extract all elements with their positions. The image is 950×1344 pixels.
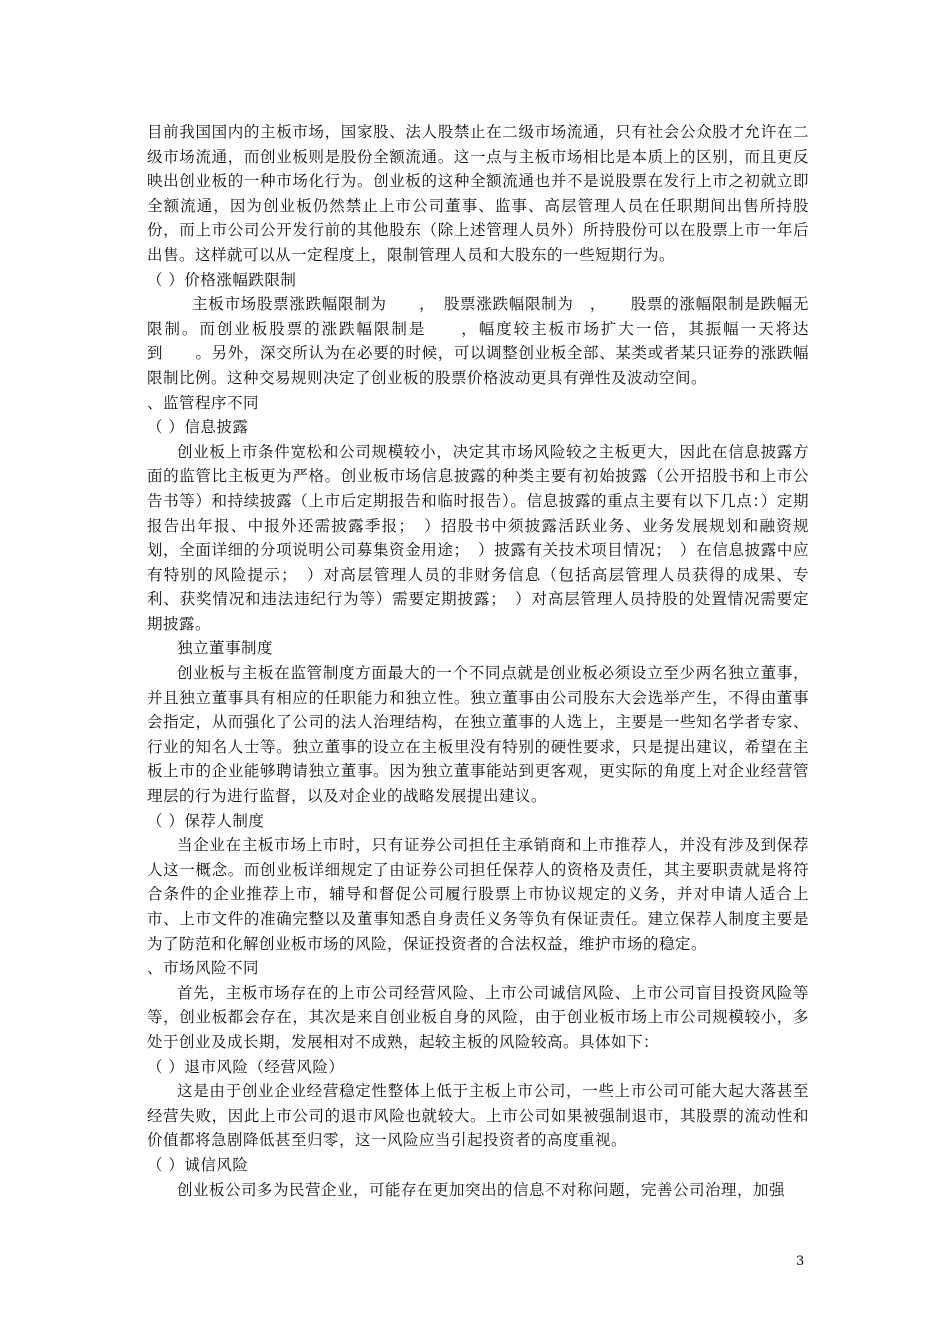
paragraph-independent-director: 创业板与主板在监管制度方面最大的一个不同点就是创业板必须设立至少两名独立董事，并且独立董事具有相应的任职能力和独立性。独立董事由公司股东大会选举产生，不得由董事会指定，从而强化了公司的法人治理结构，在独立董事的人选上，主要是一些知名学者专家、行业的知名人士等。独立董事的设立在主板里没有特别的硬性要求，只是提出建议，希望在主板上市的企业能够聘请独立董事。因为独立董事能站到更客观，更实际的角度上对企业经营管理层的行为进行监督，以及对企业的战略发展提出建议。	[147, 664, 809, 806]
heading-price-limit: （ ）价格涨幅跌限制	[147, 270, 297, 289]
paragraph-price-limit: 主板市场股票涨跌幅限制为 ， 股票涨跌幅限制为 ， 股票的涨幅限制是跌幅无限制。而创业板股票的涨跌幅限制是 ，幅度较主板市场扩大一倍，其振幅一天将达到 。另外，深交所认为在必要的时候，可以调整创业板全部、某类或者某只证券的涨跌幅限制比例。这种交易规则决定了创业板的股票价格波动更具有弹性及波动空间。	[147, 295, 809, 387]
heading-supervision: 、监管程序不同	[147, 393, 260, 412]
paragraph-sponsor: 当企业在主板市场上市时，只有证券公司担任主承销商和上市推荐人，并没有涉及到保荐人这一概念。而创业板详细规定了由证券公司担任保荐人的资格及责任，其主要职责就是将符合条件的企业推荐上市，辅导和督促公司履行股票上市协议规定的义务，并对申请人适合上市、上市文件的准确完整以及董事知悉自身责任义务等负有保证责任。建立保荐人制度主要是为了防范和化解创业板市场的风险，保证投资者的合法权益，维护市场的稳定。	[147, 836, 809, 953]
heading-market-risk: 、市场风险不同	[147, 959, 260, 978]
heading-independent-director: 独立董事制度	[177, 639, 274, 658]
paragraph-delisting-risk: 这是由于创业企业经营稳定性整体上低于主板上市公司，一些上市公司可能大起大落甚至经营失败，因此上市公司的退市风险也就较大。上市公司如果被强制退市，其股票的流动性和价值都将急剧降低甚至归零，这一风险应当引起投资者的高度重视。	[147, 1082, 809, 1150]
heading-disclosure: （ ）信息披露	[147, 418, 249, 437]
heading-delisting-risk: （ ）退市风险（经营风险）	[147, 1057, 345, 1076]
page-number: 3	[796, 1254, 805, 1269]
paragraph-market-risk: 首先，主板市场存在的上市公司经营风险、上市公司诚信风险、上市公司盲目投资风险等等，创业板都会存在，其次是来自创业板自身的风险，由于创业板市场上市公司规模较小，多处于创业及成长期，发展相对不成熟，起较主板的风险较高。具体如下：	[147, 983, 809, 1051]
paragraph-disclosure: 创业板上市条件宽松和公司规模较小，决定其市场风险较之主板更大，因此在信息披露方面的监管比主板更为严格。创业板市场信息披露的种类主要有初始披露（公开招股书和上市公告书等）和持续披露（上市后定期报告和临时报告）。信息披露的重点主要有以下几点：）定期报告出年报、中报外还需披露季报； ）招股书中须披露活跃业务、业务发展规划和融资规划，全面详细的分项说明公司募集资金用途； ）披露有关技术项目情况； ）在信息披露中应有特别的风险提示； ）对高层管理人员的非财务信息（包括高层管理人员获得的成果、专利、获奖情况和违法违纪行为等）需要定期披露； ）对高层管理人员持股的处置情况需要定期披露。	[147, 442, 809, 633]
heading-integrity-risk: （ ）诚信风险	[147, 1155, 249, 1174]
heading-sponsor: （ ）保荐人制度	[147, 811, 265, 830]
paragraph-integrity-risk: 创业板公司多为民营企业，可能存在更加突出的信息不对称问题，完善公司治理，加强	[177, 1180, 786, 1199]
paragraph-stock-circulation: 目前我国国内的主板市场，国家股、法人股禁止在二级市场流通，只有社会公众股才允许在二级市场流通，而创业板则是股份全额流通。这一点与主板市场相比是本质上的区别，而且更反映出创业板的一种市场化行为。创业板的这种全额流通也并不是说股票在发行上市之初就立即全额流通，因为创业板仍然禁止上市公司董事、监事、高层管理人员在任职期间出售所持股份，而上市公司公开发行前的其他股东（除上述管理人员外）所持股份可以在股票上市一年后出售。这样就可以从一定程度上，限制管理人员和大股东的一些短期行为。	[147, 123, 809, 264]
document-body	[147, 120, 809, 1202]
